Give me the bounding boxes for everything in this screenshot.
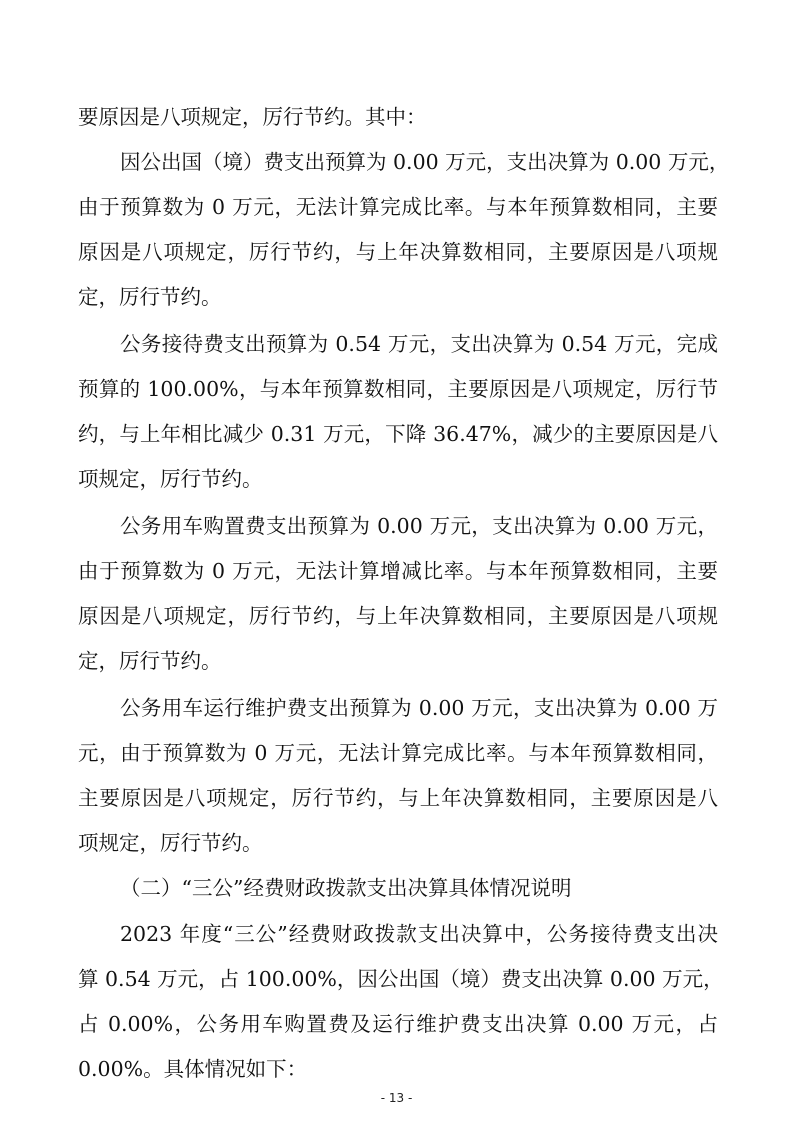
paragraph-line: 项规定，厉行节约。 [78, 467, 263, 491]
section-heading: （二）“三公”经费财政拨款支出决算具体情况说明 [120, 876, 572, 900]
paragraph-line: 元，由于预算数为 0 万元，无法计算完成比率。与本年预算数相同， [78, 741, 718, 765]
paragraph-line: 项规定，厉行节约。 [78, 831, 263, 855]
paragraph-line: 原因是八项规定，厉行节约，与上年决算数相同，主要原因是八项规 [78, 604, 718, 628]
paragraph-line: 公务接待费支出预算为 0.54 万元，支出决算为 0.54 万元，完成 [120, 332, 718, 356]
paragraph-line: 算 0.54 万元，占 100.00%，因公出国（境）费支出决算 0.00 万元， [78, 967, 724, 991]
paragraph-line: 由于预算数为 0 万元，无法计算增减比率。与本年预算数相同，主要 [78, 559, 718, 583]
paragraph-line: 定，厉行节约。 [78, 649, 222, 673]
paragraph-line: 由于预算数为 0 万元，无法计算完成比率。与本年预算数相同，主要 [78, 195, 718, 219]
paragraph-line: 公务用车运行维护费支出预算为 0.00 万元，支出决算为 0.00 万 [120, 696, 718, 720]
paragraph-line: 定，厉行节约。 [78, 285, 222, 309]
page-number: - 13 - [380, 1091, 413, 1105]
paragraph-line: 占 0.00%，公务用车购置费及运行维护费支出决算 0.00 万元，占 [78, 1012, 718, 1036]
paragraph-line: 约，与上年相比减少 0.31 万元，下降 36.47%，减少的主要原因是八 [78, 422, 718, 446]
paragraph-line: 因公出国（境）费支出预算为 0.00 万元，支出决算为 0.00 万元， [120, 150, 730, 174]
paragraph-line: 预算的 100.00%，与本年预算数相同，主要原因是八项规定，厉行节 [78, 377, 718, 401]
paragraph-line: 要原因是八项规定，厉行节约。其中： [78, 105, 427, 129]
paragraph-line: 2023 年度“三公”经费财政拨款支出决算中，公务接待费支出决 [120, 922, 718, 946]
paragraph-line: 公务用车购置费支出预算为 0.00 万元，支出决算为 0.00 万元， [120, 514, 718, 538]
paragraph-line: 0.00%。具体情况如下： [78, 1057, 308, 1081]
paragraph-line: 原因是八项规定，厉行节约，与上年决算数相同，主要原因是八项规 [78, 240, 718, 264]
paragraph-line: 主要原因是八项规定，厉行节约，与上年决算数相同，主要原因是八 [78, 786, 718, 810]
